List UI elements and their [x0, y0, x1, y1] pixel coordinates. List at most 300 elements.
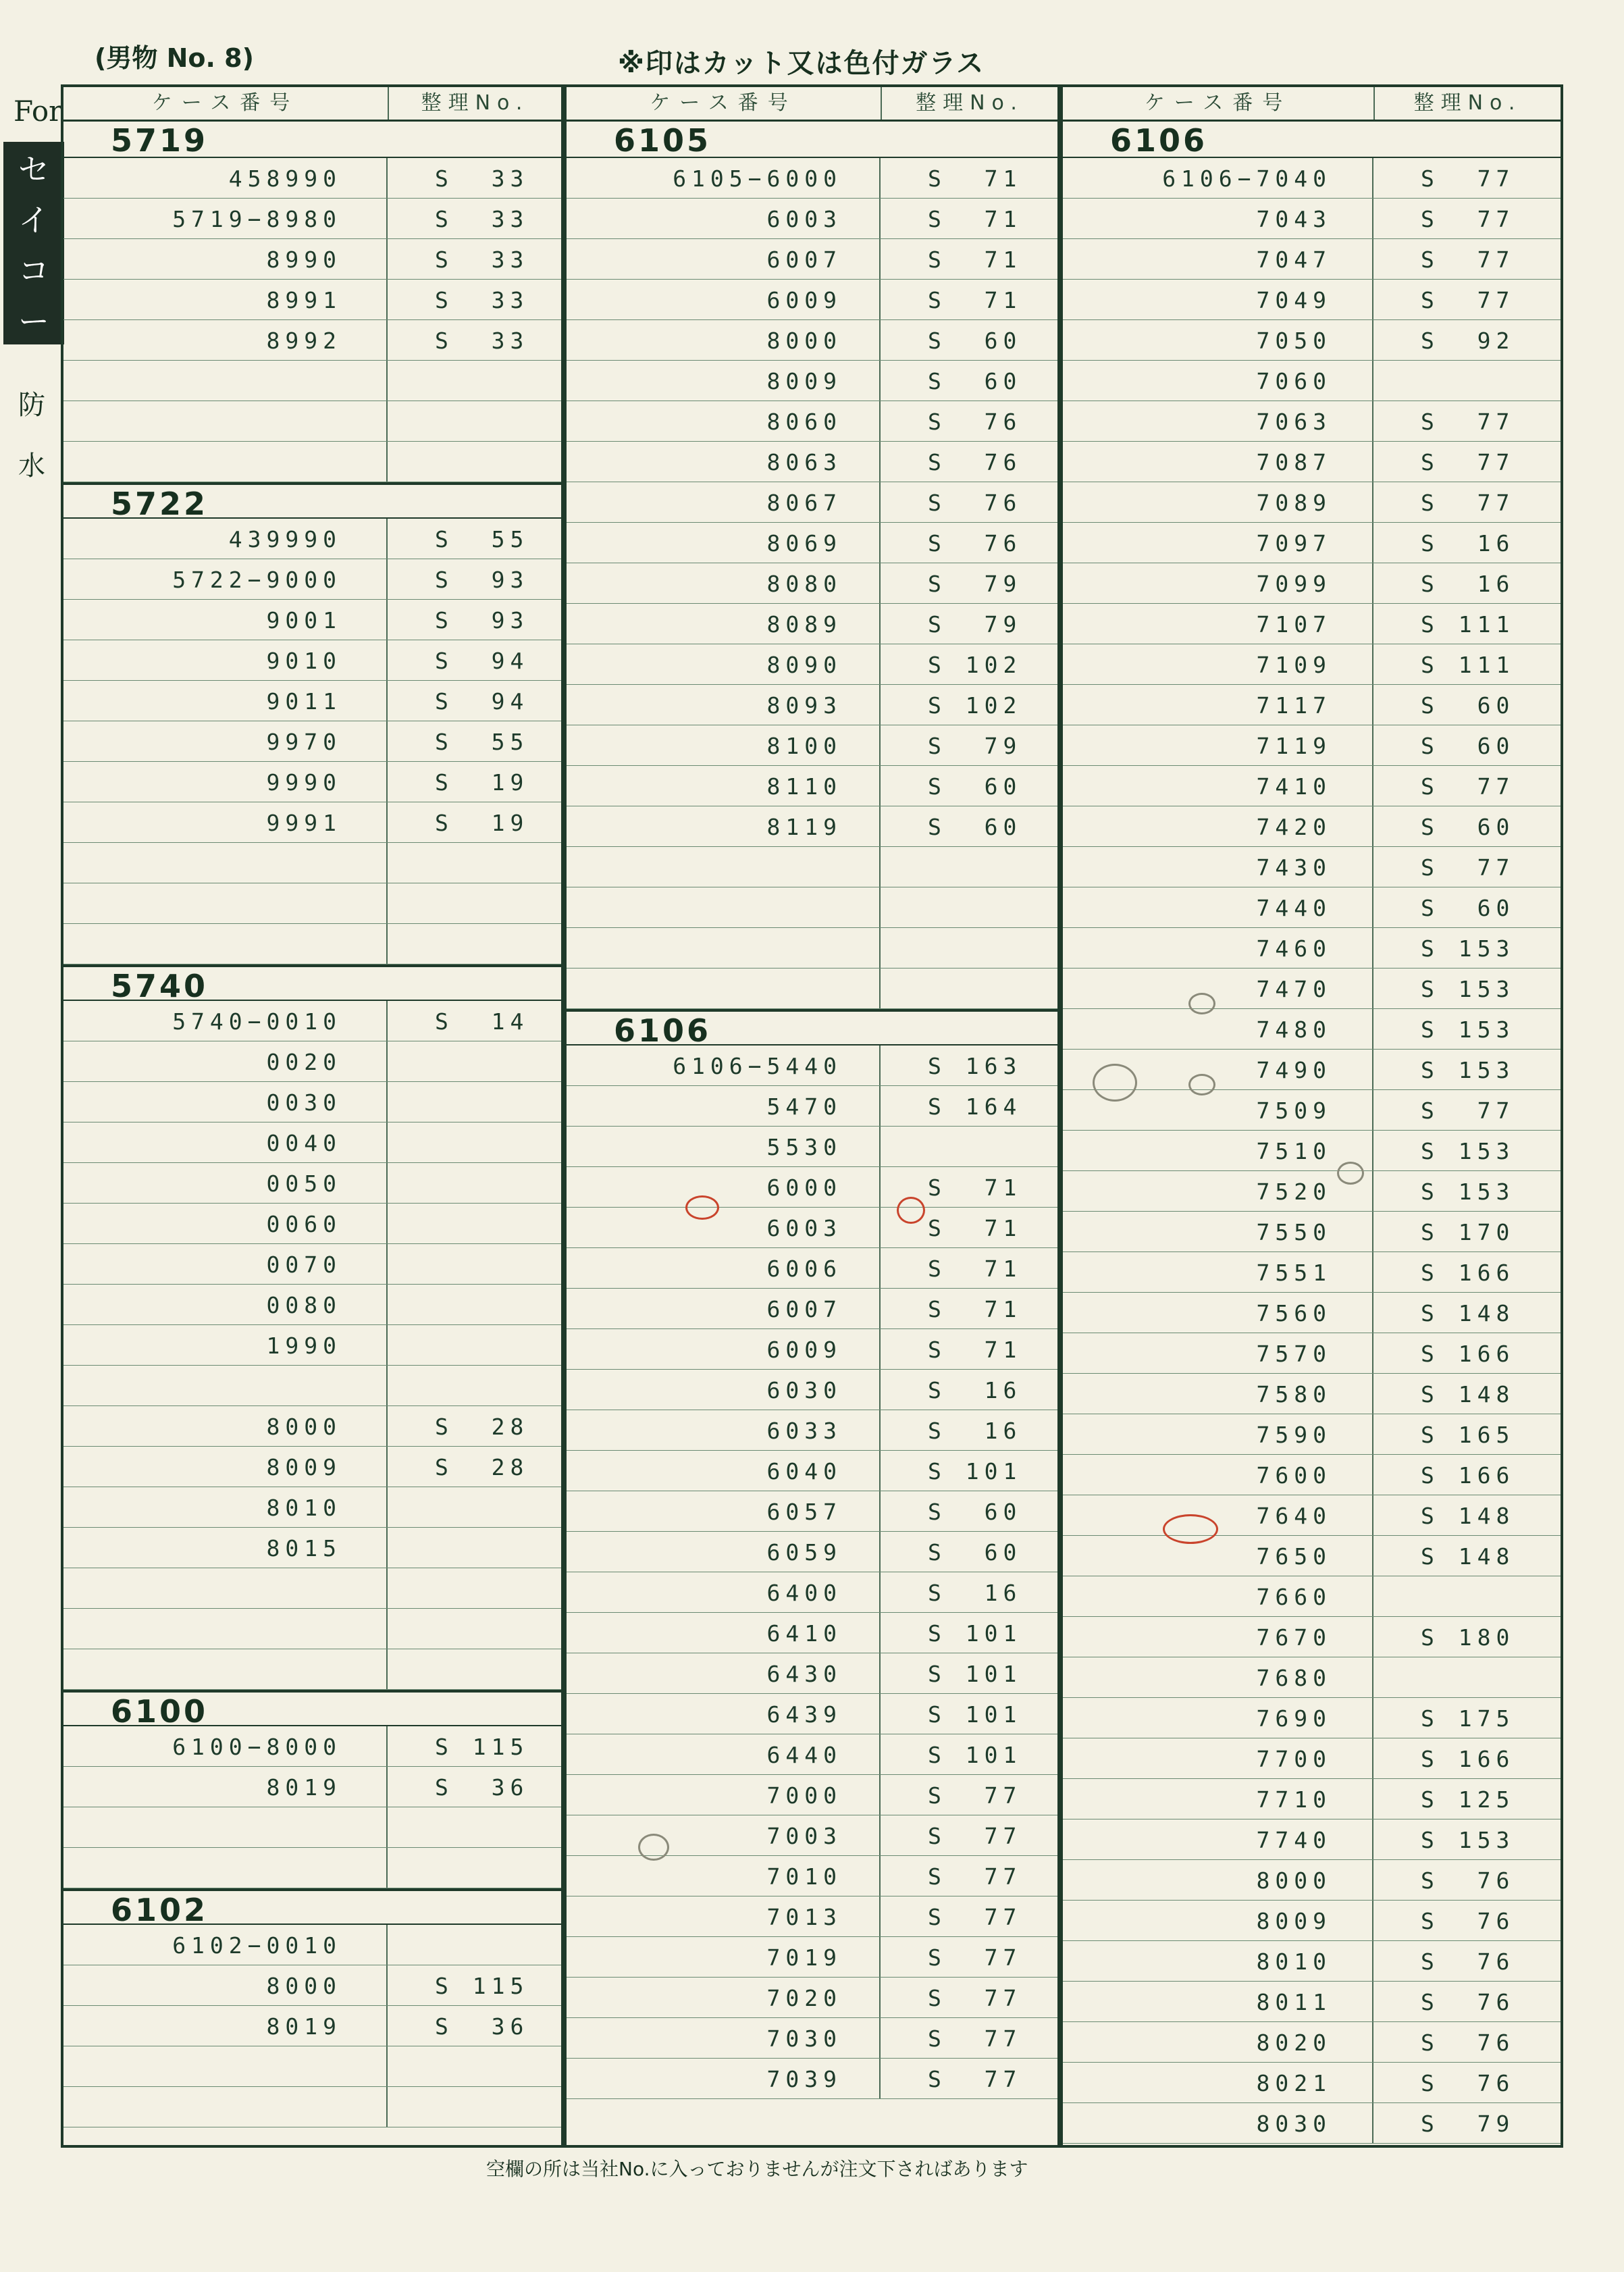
table-row	[567, 523, 1057, 563]
table-row	[567, 1127, 1057, 1167]
column-header	[1063, 84, 1561, 122]
reference-number	[388, 361, 561, 401]
case-number: 7119	[1063, 725, 1373, 765]
case-number	[63, 442, 388, 482]
case-number-header: ケース番号	[567, 87, 882, 120]
waterproof-char: 水	[18, 450, 45, 482]
table-row	[63, 320, 561, 361]
handwritten-circle-mark	[685, 1195, 719, 1220]
series-title: 5719	[63, 122, 561, 158]
case-number: 7039	[567, 2059, 881, 2098]
reference-number: S 16	[928, 1377, 1022, 1403]
reference-number	[388, 442, 561, 482]
reference-number	[388, 1122, 561, 1162]
reference-number: S 60	[1421, 814, 1515, 840]
case-number: 8021	[1063, 2063, 1373, 2102]
reference-number: S 28	[435, 1454, 529, 1480]
case-number: 7520	[1063, 1171, 1373, 1211]
reference-number: S 77	[1421, 490, 1515, 516]
case-number: 0070	[63, 1244, 388, 1284]
case-number: 7019	[567, 1937, 881, 1977]
table-row	[1063, 482, 1561, 523]
reference-number: S 79	[1421, 2111, 1515, 2137]
table-row	[567, 1978, 1057, 2018]
case-number: 6059	[567, 1532, 881, 1572]
table-row	[567, 1045, 1057, 1086]
table-row	[1063, 1536, 1561, 1576]
reference-number: S 77	[1421, 449, 1515, 475]
table-row	[63, 1487, 561, 1528]
case-number-header: ケース番号	[63, 87, 389, 120]
table-row	[63, 762, 561, 802]
case-number: 7510	[1063, 1131, 1373, 1170]
reference-number: S 111	[1421, 652, 1515, 678]
table-row	[1063, 604, 1561, 644]
case-number: 8990	[63, 239, 388, 279]
reference-number: S 153	[1421, 976, 1515, 1002]
reference-number	[388, 883, 561, 923]
table-row	[1063, 644, 1561, 685]
reference-number	[1373, 1657, 1561, 1697]
reference-number: S 76	[928, 409, 1022, 435]
for-label: For	[14, 95, 63, 128]
case-number: 5530	[567, 1127, 881, 1166]
table-row	[63, 1001, 561, 1041]
reference-number	[388, 843, 561, 883]
reference-number	[388, 1285, 561, 1324]
handwritten-circle-mark	[1163, 1514, 1218, 1544]
reference-number: S 36	[435, 2013, 529, 2040]
table-row	[63, 1447, 561, 1487]
brand-char: イ	[18, 201, 49, 238]
reference-number: S 115	[435, 1973, 529, 1999]
reference-number: S 77	[1421, 287, 1515, 313]
reference-number: S 153	[1421, 1827, 1515, 1853]
case-number: 7650	[1063, 1536, 1373, 1576]
glass-notice: ※印はカット又は色付ガラス	[618, 48, 985, 79]
case-number: 7509	[1063, 1090, 1373, 1130]
table-row	[567, 1248, 1057, 1289]
reference-number	[388, 924, 561, 964]
table-row	[1063, 401, 1561, 442]
case-number: 7107	[1063, 604, 1373, 644]
reference-number: S 55	[435, 526, 529, 552]
reference-number: S 77	[1421, 206, 1515, 232]
table-row	[567, 320, 1057, 361]
table-row	[63, 1406, 561, 1447]
reference-number: S 71	[928, 165, 1022, 192]
reference-number: S 77	[928, 1985, 1022, 2011]
case-number: 458990	[63, 158, 388, 198]
table-row	[63, 924, 561, 964]
series-title: 6106	[1063, 122, 1561, 158]
table-row	[63, 1285, 561, 1325]
reference-number: S 163	[928, 1053, 1022, 1079]
reference-number: S 79	[928, 611, 1022, 638]
brand-char: ー	[18, 303, 49, 340]
table-row	[1063, 199, 1561, 239]
case-number: 6430	[567, 1653, 881, 1693]
case-number: 8009	[567, 361, 881, 401]
table-row	[567, 239, 1057, 280]
table-row	[1063, 280, 1561, 320]
reference-number: S 77	[928, 1823, 1022, 1849]
case-number: 6439	[567, 1694, 881, 1734]
reference-number: S 60	[928, 1499, 1022, 1525]
table-row	[567, 401, 1057, 442]
reference-number	[388, 1609, 561, 1649]
case-number: 6030	[567, 1370, 881, 1410]
reference-number: S 101	[928, 1742, 1022, 1768]
reference-number: S 111	[1421, 611, 1515, 638]
table-row	[567, 766, 1057, 806]
table-row	[1063, 1171, 1561, 1212]
table-row	[1063, 1495, 1561, 1536]
case-number: 8093	[567, 685, 881, 725]
reference-number: S 77	[1421, 1098, 1515, 1124]
table-row	[63, 1244, 561, 1285]
reference-number	[388, 1925, 561, 1965]
case-number	[63, 1807, 388, 1847]
case-number: 7000	[567, 1775, 881, 1815]
reference-number: S 16	[928, 1580, 1022, 1606]
reference-number: S 153	[1421, 1057, 1515, 1083]
table-row	[567, 1370, 1057, 1410]
case-number: 8090	[567, 644, 881, 684]
case-number: 7590	[1063, 1414, 1373, 1454]
table-row	[567, 442, 1057, 482]
case-number-header: ケース番号	[1063, 87, 1375, 120]
case-number: 8060	[567, 401, 881, 441]
waterproof-label	[15, 375, 49, 496]
case-number	[63, 1649, 388, 1689]
table-row	[1063, 1050, 1561, 1090]
table-row	[567, 1937, 1057, 1978]
reference-number: S 93	[435, 607, 529, 634]
case-number: 7700	[1063, 1738, 1373, 1778]
case-number: 7089	[1063, 482, 1373, 522]
table-row	[1063, 2022, 1561, 2063]
table-row	[63, 1122, 561, 1163]
case-number: 6400	[567, 1572, 881, 1612]
case-number: 7020	[567, 1978, 881, 2017]
table-row	[1063, 1090, 1561, 1131]
table-row	[567, 563, 1057, 604]
case-number: 6006	[567, 1248, 881, 1288]
case-number: 7480	[1063, 1009, 1373, 1049]
table-row	[567, 1491, 1057, 1532]
case-number: 7087	[1063, 442, 1373, 482]
table-row	[567, 1329, 1057, 1370]
reference-number: S 115	[435, 1734, 529, 1760]
reference-number: S 76	[1421, 1908, 1515, 1934]
table-row	[567, 1208, 1057, 1248]
table-column-2	[564, 84, 1060, 2148]
reference-number: S 60	[928, 328, 1022, 354]
table-row	[63, 1528, 561, 1568]
case-number: 6106−5440	[567, 1045, 881, 1085]
handwritten-circle-mark	[1188, 1074, 1215, 1095]
table-row	[1063, 1657, 1561, 1698]
reference-number: S 76	[1421, 2030, 1515, 2056]
table-row	[63, 600, 561, 640]
reference-number: S 148	[1421, 1543, 1515, 1570]
case-number: 5740−0010	[63, 1001, 388, 1041]
ref-number-header: 整理No.	[916, 91, 1024, 115]
table-row	[567, 199, 1057, 239]
table-row	[1063, 1333, 1561, 1374]
reference-number: S 101	[928, 1620, 1022, 1647]
case-number: 7550	[1063, 1212, 1373, 1251]
case-number: 8009	[1063, 1901, 1373, 1940]
case-number: 6040	[567, 1451, 881, 1491]
reference-number: S 33	[435, 206, 529, 232]
table-row	[1063, 1698, 1561, 1738]
reference-number: S 71	[928, 287, 1022, 313]
column-header	[567, 84, 1057, 122]
reference-number: S 60	[1421, 895, 1515, 921]
table-row	[63, 1568, 561, 1609]
case-number: 1990	[63, 1325, 388, 1365]
reference-number: S 153	[1421, 1016, 1515, 1043]
reference-number: S 101	[928, 1661, 1022, 1687]
case-number: 7710	[1063, 1779, 1373, 1819]
reference-number: S 77	[928, 1944, 1022, 1971]
table-row	[1063, 847, 1561, 887]
reference-number: S 148	[1421, 1381, 1515, 1408]
reference-number: S 76	[1421, 2070, 1515, 2096]
case-number: 7640	[1063, 1495, 1373, 1535]
reference-number: S 164	[928, 1093, 1022, 1120]
reference-number: S 165	[1421, 1422, 1515, 1448]
reference-number: S 19	[435, 769, 529, 796]
reference-number: S 33	[435, 328, 529, 354]
table-row	[63, 1366, 561, 1406]
table-row	[63, 2046, 561, 2087]
case-number	[567, 887, 881, 927]
reference-number: S 76	[928, 530, 1022, 557]
table-row	[1063, 1009, 1561, 1050]
reference-number: S 102	[928, 692, 1022, 719]
table-row	[1063, 1414, 1561, 1455]
table-row	[567, 158, 1057, 199]
table-row	[567, 887, 1057, 928]
reference-number	[388, 1325, 561, 1365]
table-row	[63, 843, 561, 883]
reference-number	[881, 928, 1057, 968]
case-number	[63, 1609, 388, 1649]
reference-number: S 180	[1421, 1624, 1515, 1651]
case-number: 8992	[63, 320, 388, 360]
table-row	[63, 1325, 561, 1366]
case-number: 8000	[1063, 1860, 1373, 1900]
reference-number: S 19	[435, 810, 529, 836]
case-number: 8089	[567, 604, 881, 644]
reference-number: S 101	[928, 1701, 1022, 1728]
reference-number	[388, 1487, 561, 1527]
table-row	[1063, 806, 1561, 847]
table-row	[1063, 1982, 1561, 2022]
case-number: 7050	[1063, 320, 1373, 360]
reference-number	[388, 1244, 561, 1284]
reference-number: S 148	[1421, 1300, 1515, 1326]
case-number: 8019	[63, 1767, 388, 1807]
table-row	[63, 640, 561, 681]
reference-number	[881, 1127, 1057, 1166]
table-row	[63, 1807, 561, 1848]
handwritten-circle-mark	[1337, 1162, 1364, 1185]
table-row	[1063, 928, 1561, 969]
reference-number: S 77	[928, 1782, 1022, 1809]
table-row	[567, 1572, 1057, 1613]
reference-number: S 76	[928, 490, 1022, 516]
catalog-category: (男物 No. 8)	[95, 43, 254, 73]
reference-number	[881, 969, 1057, 1008]
table-row	[63, 559, 561, 600]
case-number: 6057	[567, 1491, 881, 1531]
table-row	[63, 1649, 561, 1690]
case-number: 6410	[567, 1613, 881, 1653]
case-number: 8030	[1063, 2103, 1373, 2143]
table-row	[63, 802, 561, 843]
case-number: 6007	[567, 1289, 881, 1328]
case-number: 8119	[567, 806, 881, 846]
table-row	[63, 1163, 561, 1204]
reference-number: S 166	[1421, 1746, 1515, 1772]
table-row	[567, 928, 1057, 969]
table-row	[567, 2059, 1057, 2099]
case-number: 6003	[567, 1208, 881, 1247]
table-row	[1063, 685, 1561, 725]
reference-number: S 76	[928, 449, 1022, 475]
handwritten-circle-mark	[1188, 993, 1215, 1014]
series-title: 6106	[567, 1009, 1057, 1045]
table-row	[63, 239, 561, 280]
case-number	[63, 1366, 388, 1405]
table-row	[567, 806, 1057, 847]
reference-number	[1373, 1576, 1561, 1616]
case-number: 439990	[63, 519, 388, 559]
case-number: 7670	[1063, 1617, 1373, 1657]
table-row	[567, 1451, 1057, 1491]
case-number: 7043	[1063, 199, 1373, 238]
reference-number: S 77	[928, 2066, 1022, 2092]
reference-number: S 71	[928, 1337, 1022, 1363]
table-row	[63, 1609, 561, 1649]
reference-number: S 33	[435, 247, 529, 273]
case-number: 7600	[1063, 1455, 1373, 1495]
table-row	[1063, 523, 1561, 563]
table-row	[567, 482, 1057, 523]
reference-number: S 153	[1421, 1138, 1515, 1164]
case-number	[63, 1568, 388, 1608]
brand-label	[3, 142, 64, 344]
reference-number: S 71	[928, 1215, 1022, 1241]
reference-number: S 33	[435, 165, 529, 192]
case-number: 8000	[63, 1406, 388, 1446]
case-number: 9011	[63, 681, 388, 721]
case-number: 6440	[567, 1734, 881, 1774]
reference-number: S 77	[928, 2025, 1022, 2052]
table-row	[63, 361, 561, 401]
case-number: 9990	[63, 762, 388, 802]
reference-number: S 16	[1421, 530, 1515, 557]
reference-number: S 166	[1421, 1462, 1515, 1489]
reference-number: S 28	[435, 1414, 529, 1440]
case-number: 9991	[63, 802, 388, 842]
table-row	[63, 158, 561, 199]
series-title: 6100	[63, 1690, 561, 1726]
ref-number-header: 整理No.	[421, 91, 529, 115]
case-number: 7109	[1063, 644, 1373, 684]
case-number: 6003	[567, 199, 881, 238]
table-row	[63, 681, 561, 721]
case-number: 7690	[1063, 1698, 1373, 1738]
table-row	[1063, 320, 1561, 361]
case-number: 7460	[1063, 928, 1373, 968]
case-number	[63, 2046, 388, 2086]
case-number	[63, 361, 388, 401]
reference-number: S 175	[1421, 1705, 1515, 1732]
case-number: 6100−8000	[63, 1726, 388, 1766]
table-column-1	[61, 84, 564, 2148]
case-number: 9970	[63, 721, 388, 761]
table-row	[567, 1896, 1057, 1937]
series-title: 6102	[63, 1888, 561, 1925]
table-row	[63, 1204, 561, 1244]
reference-number: S 33	[435, 287, 529, 313]
case-number: 8010	[63, 1487, 388, 1527]
table-row	[1063, 766, 1561, 806]
reference-number	[388, 1528, 561, 1568]
case-number: 6007	[567, 239, 881, 279]
table-row	[1063, 1738, 1561, 1779]
table-row	[63, 1925, 561, 1965]
case-number: 7660	[1063, 1576, 1373, 1616]
reference-number: S 16	[928, 1418, 1022, 1444]
table-row	[1063, 239, 1561, 280]
reference-number: S 60	[928, 773, 1022, 800]
reference-number: S 125	[1421, 1786, 1515, 1813]
reference-number: S 153	[1421, 935, 1515, 962]
table-row	[63, 519, 561, 559]
case-number: 6105−6000	[567, 158, 881, 198]
reference-number	[388, 1041, 561, 1081]
reference-number	[388, 1204, 561, 1243]
case-number: 0020	[63, 1041, 388, 1081]
case-number: 8110	[567, 766, 881, 806]
table-row	[1063, 1860, 1561, 1901]
table-row	[567, 1086, 1057, 1127]
case-number: 9001	[63, 600, 388, 640]
reference-number: S 79	[928, 733, 1022, 759]
case-number: 7049	[1063, 280, 1373, 319]
reference-number: S 16	[1421, 571, 1515, 597]
table-row	[1063, 1374, 1561, 1414]
table-row	[1063, 1293, 1561, 1333]
table-row	[567, 1289, 1057, 1329]
reference-number: S 93	[435, 567, 529, 593]
case-number: 7099	[1063, 563, 1373, 603]
reference-number: S 77	[1421, 409, 1515, 435]
table-row	[567, 644, 1057, 685]
reference-number	[1373, 361, 1561, 401]
table-row	[567, 2018, 1057, 2059]
table-row	[567, 969, 1057, 1009]
table-row	[567, 1856, 1057, 1896]
table-row	[1063, 563, 1561, 604]
case-number: 8010	[1063, 1941, 1373, 1981]
